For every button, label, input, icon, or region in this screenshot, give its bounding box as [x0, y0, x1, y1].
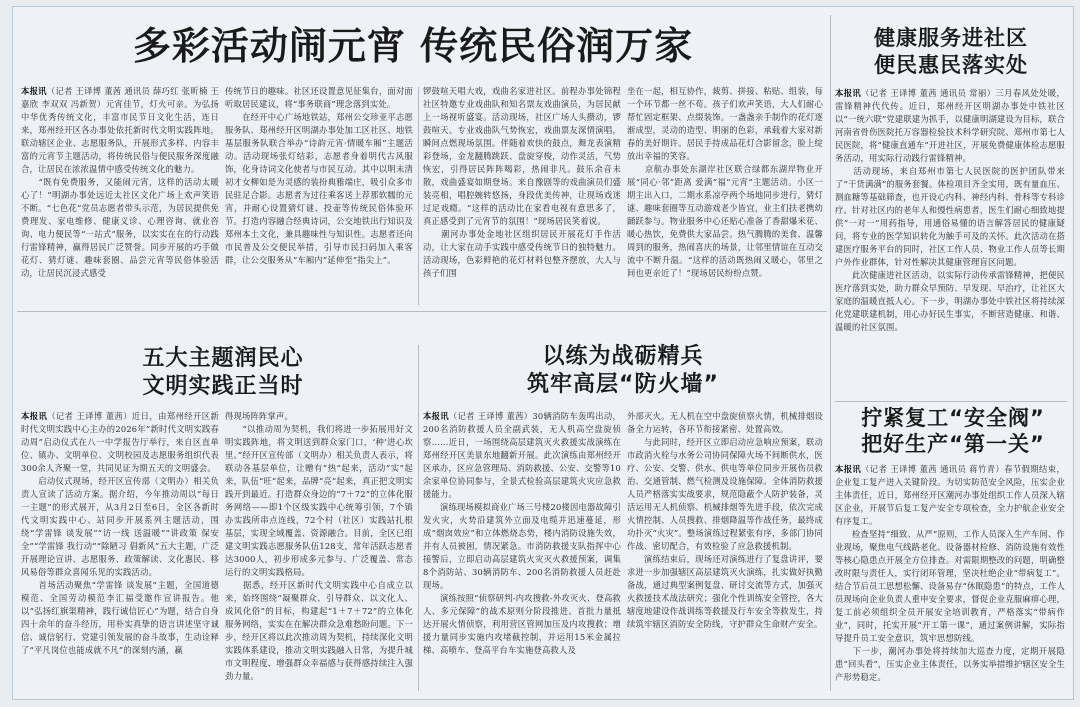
- article-1-col-3: 锣鼓喧天唱大戏，戏曲名家进社区。前程办事处锦程社区特邀专业戏曲队和知名票友戏曲演员，为居民献上一场视听盛宴。活动现场，社区广场人头攒动，锣鼓喧天。专业戏曲队气势恢宏，戏曲票友深情演唱，瞬间点燃现场氛围。伴随着欢快的鼓点，舞龙表演精彩登场，金龙翻腾跳跃、盘旋穿梭，动作灵活，气势恢宏，引得居民阵阵喝彩，热闹非凡。鼓乐余音未散，戏曲盛宴如期登场。来自豫剧等的戏曲演员们盛装亮相，唱腔婉转悠扬，身段优美传神，让现场戏迷过足戏瘾。“这样的活动比在家看电视有意思多了，真正感受到了元宵节的氛围！”现场居民笑着说。 潮河办事处金地社区组织居民开展花灯手作活动，让大家在动手实践中感受传统节日的独特魅力。活动现场，色彩鲜艳的花灯材料包整齐摆放，大人与孩子们围: [423, 86, 621, 278]
- article-4-byline: 本报讯: [423, 411, 449, 421]
- mid-center-headline-line1: 以练为战砺精兵: [542, 344, 704, 369]
- horizontal-divider-middle: [17, 311, 827, 312]
- column-divider-lower: [418, 345, 419, 691]
- right-top-headline-line1: 健康服务进社区: [874, 26, 1028, 50]
- article-1-col-1-text: （记者 王译博 董茜 通讯员 薛巧红 张昕楠 王嘉欣 李双双 冯新贺）元宵佳节，灯火可亲。为弘扬中华优秀传统文化，丰富市民节日文化生活，连日来，郑州经开区各办事处依托新时代文明实践阵地，联动辖区企业、志愿服务队，开展形式多样、内容丰富的元宵节主题活动，将传统民俗与便民服务深度融合，让居民在浓浓温情中感受传统文化的魅力。 “既有免费服务，又能闹元宵，这样的活动太暖心了！”明湖办事处远近太社区文化广场上欢声笑语不断。“七色花”党员志愿者带头示范，为居民提供免费理发、家电维修、健康义诊、心理咨询、就业咨询、电力便民等“一站式”服务，以实实在在的行动践行雷锋精神，赢得居民广泛赞誉。同步开展的巧手做花灯、猜灯谜、趣味套圈、品尝元宵等民俗体验活动，让居民沉浸式感受: [21, 86, 219, 278]
- main-headline: 多彩活动闹元宵 传统民俗润万家: [132, 24, 694, 68]
- right-bottom-headline-line1: 拧紧复工“安全阀”: [861, 406, 1045, 430]
- article-3-col-2: 得现场阵阵掌声。 “以推动周为契机，我们将进一步拓展用好文明实践阵地，将文明送到群众家门口，‘种’进心坎里。”经开区宣传部（文明办）相关负责人表示，将联动各基层单位，让赠有“热”起来，活动“实”起来，队伍“旺”起来，品牌“亮”起来，真正把文明实践开到最近。打造群众身边的“7＋72”的立体化服务网络——即1个区级实践中心统筹引领，7个镇办实践所串点连线，72个村（社区）实践站扎根基层，实现全域覆盖、资源融合。目前，全区已组建文明实践志愿服务队伍128支，常年活跃志愿者达3000人，初步形成多元参与、广泛覆盖、常态运行的文明实践格局。 据悉，经开区新时代文明实践中心自成立以来，始终围绕“凝聚群众、引导群众、以文化人、成风化俗”的目标，构建起“1＋7＋72”的立体化服务网络，实实在在解决群众急难愁盼问题。下一步，经开区将以此次推动周为契机，持续深化文明实践体系建设，推动文明实践融入日常，为提升城市文明程度、增强群众幸福感与获得感持续注入强劲力量。: [225, 411, 413, 681]
- article-2-body: [835, 87, 1065, 399]
- horizontal-divider-right: [835, 401, 1067, 402]
- article-4-col-1-text: （记者 王译博 董茜）30辆消防车轰鸣出动，200名消防救援人员全副武装，无人机高空盘旋侦察……近日，一场围绕高层建筑灭火救援实战演练在郑州经开区美景东地翻新开展。此次演练由郑州经开区承办，区应急管理局、消防救援、公安、交警等10余家单位协同参与，全景式检验高层建筑火灾应急救援能力。 演练现场模拟商业广场三号楼20楼因电器故障引发火灾，火势沿建筑外立面及电缆井迅速蔓延，形成“烟囱效应”和立体燃烧态势，楼内消防设施失效，并有人员被困，情况紧急。市消防救援支队指挥中心接警后，立即启动高层建筑火灾灭火救援预案，调集8个消防站、30辆消防车、200名消防救援人员赶赴现场。 演练按照“侦察研判-内攻搜救-外攻灭火、登高救人、多元保障”的战术原则分阶段推进。首批力量抵达开展火情侦察，利用营区管网加压及内攻搜救；增援力量同步实施内攻堵截控制，并运用15米金属拉梯、高喷车、登高平台车实施登高救人及: [423, 411, 621, 655]
- article-3-byline: 本报讯: [21, 411, 48, 421]
- section-divider-right: [830, 15, 831, 691]
- mid-center-headline-line2: 筑牢高层“防火墙”: [527, 372, 719, 397]
- article-4-col-2: 外部灭火。无人机在空中盘旋侦察火情，机械排烟设备全力运转，各环节衔接紧密、处置高效。 与此同时，经开区立即启动应急响应预案，联动市政消火栓与水务公司协同保障火场不间断供水，医疗、公安、交警、供水、供电等单位同步开展伤员救治、交通管制、燃气检测及设施保障。全体消防救援人员严格落实实战要求，规范隐蔽个人防护装备，灵活运用无人机侦察、机械排烟等先进手段，依次完成火情控制、人员搜救、排烟降温等作战任务，最终成功扑灭“火灾”。整场演练过程紧张有序，多部门协同作战、密切配合，有效检验了应急救援机制。 演练结束后，现场还对演练进行了复盘讲评，要求进一步加强辖区高层建筑灭火演练，扎实做好执勤备战，通过典型案例复盘、研讨交流等方式，加强灭火救援技术战法研究；强化个性训练安全管控，各大辖度地建设作战训练等救援及行车安全等救发生，持续筑牢辖区消防安全防线，守护群众生命财产安全。: [627, 411, 823, 629]
- right-top-headline-line2: 便民惠民落实处: [874, 53, 1028, 77]
- article-3-col-1-text: （记者 王译博 董茜）近日，由郑州经开区新时代文明实践中心主办的2026年“新时代文明实践春动周”启动仪式在八一中学报告厅举行，来自区直单位、镇办、文明单位、文明校园及志愿服务组织代表300余人齐聚一堂，共同见证为期五天的文明盛会。 启动仪式现场，经开区宣传部（文明办）相关负责人宣读了活动方案。据介绍，今年推动周以“每日一主题”的形式展开，从3月2日至6日，全区各新时代文明实践中心、站同步开展系列主题活动，围绕“学雷锋 谈发展”“访一线 送温暖”“讲政策 保安全”“学雷锋 我行动”“除陋习 倡新风”五大主题，广泛开展理论宣讲、志愿服务、政策解读、文化惠民、移风易俗等群众喜闻乐见的实践活动。 首场活动聚焦“学雷锋 谈发展”主题，全国道德模范、全国劳动模范李汇福受邀作宣讲报告。他以“弘扬红旗渠精神，践行诚信匠心”为题，结合自身四十余年的奋斗经历，用朴实真挚的语言讲述坚守诚信、诚信躬行、党建引领发展的奋斗故事，生动诠释了“平凡岗位也能成就不凡”的深刻内涵，赢: [21, 411, 219, 655]
- right-bottom-headline-line2: 把好生产“第一关”: [861, 432, 1045, 456]
- newspaper-page: [12, 6, 1074, 700]
- article-4-col-1: [423, 410, 621, 692]
- article-1-col-4: 坐在一起，相互协作，裁剪、拼接、粘贴、组装，每一个环节都一丝不苟。孩子们欢声笑语，大人们耐心帮忙固定框架、点缀装饰。一盏盏亲手制作的花灯逐渐成型，灵动的造型、明丽的色彩，承载着大家对新春的美好期许。居民手持成品花灯合影留念，脸上绽放出幸福的笑容。 京航办事处东湖岸社区联合绿都东湖岸物业开展“同心·邻”距离 爱满“福”元宵”主题活动。小区一期主出入口，二期水系凉亭两个场地同步进行，猜灯谜、趣味套圈等互动游戏老少皆宜，业主们扶老携幼踊跃参与。物业服务中心还贴心准备了香甜爆米花、暖心热饮，免费供大家品尝。热气腾腾的美食、温馨周到的服务，热闹喜庆的场景，让邻里情谊在互动交流中不断升温。“这样的活动既热闹又暖心，邻里之间也更亲近了！”现场居民纷纷点赞。: [627, 86, 823, 278]
- article-5-byline: 本报讯: [835, 464, 862, 474]
- article-1-col-2: 传统节日的趣味。社区还设置意见征集台，面对面听取居民建议，将“事务联商”理念落到实处。 在经开中心广场地铁站，郑州公交珍亚平志愿服务队、郑州经开区明湖办事处加工区社区、地铁基层服务队联合举办“诗韵元宵·情暖车厢”主题活动。活动现场张灯结彩，志愿者身着明代古风服饰，化身诗词文化使者与市民互动。其中以明末清初才女柳如是为灵感的装扮典雅端庄，吸引众多市民驻足合影。志愿者为过往乘客送上荐那软糯的元宵，并耐心设置猜灯谜、投壶等传统民俗体验环节。打造内容融合经典诗词，公交地铁出行知识及郑州本土文化，兼具趣味性与知识性。志愿者还向市民普及公交便民举措，引导市民扫码加入乘客群，让公交服务从“车厢内”延伸至“指尖上”。: [225, 86, 413, 265]
- article-1-byline: 本报讯: [21, 86, 47, 96]
- column-divider: [418, 87, 419, 305]
- article-2-byline: 本报讯: [835, 88, 862, 98]
- article-5-body: [835, 463, 1065, 693]
- mid-left-headline-line1: 五大主题润民心: [142, 346, 304, 371]
- article-1-col-1: [21, 85, 219, 307]
- article-2-text: （记者 王译博 董茜 通讯员 常丽）三月春风处处暖，雷锋精神代代传。近日，郑州经开区明湖办事处中铁社区以“一统六联”党建联建为抓手，以健康明湖建设为目标，联合河南省骨伤医院托万容器检验技术科学研究院、郑州市第七人民医院，将“健康直通车”开进社区，开展免费健康体检志愿服务活动，用实际行动践行雷锋精神。 活动现场，来自郑州市第七人民医院的医护团队带来了“干货满满”的服务套餐。体检项目齐全实用，既有量血压、测血糖等基础筛查，也开设心内科、神经内科、骨科等专科诊疗。针对社区内的老年人和慢性病患者，医生们耐心细致地提供“一对一”用药指导，用通俗易懂的语言解答居民的健康疑问，将专业的医学知识转化为触手可及的关怀。此次活动在搭建医疗服务平台的同时，社区工作人员、物业工作人员等长期户外作业群体，针对性解决其健康管理盲区问题。 此次健康进社区活动，以实际行动传承雷锋精神，把便民医疗落到实处，助力群众早预防、早发现、早治疗，让社区大家庭的温暖直抵人心。下一步，明湖办事处中铁社区将持续深化党建联建机制，用心办好民生事实，不断营造健康、和谐、温暖的社区氛围。: [835, 88, 1065, 332]
- article-3-col-1: [21, 410, 219, 692]
- mid-left-headline-line2: 文明实践正当时: [142, 374, 304, 399]
- article-5-text: （记者 王译博 董茜 通讯员 蒋竹青）春节假期结束，企业复工复产进入关键阶段。为切实防范安全风险，压实企业主体责任，近日，郑州经开区潮河办事处组织工作人员深入辖区企业，开展节后复工复产安全专项检查，全力护航企业安全有序复工。 检查坚持“细致、从严”原则，工作人员深入生产车间、作业现场，聚焦电气线路老化、设备器材检修、消防设施有效性等核心隐患点开展全方位排查。对需限期整改的问题，明确整改时限与责任人，实行闭环管理，坚决杜绝企业“带病复工”。结合节后员工思想松懈、设备易存“休眠隐患”的特点，工作人员现场向企业负责人重申安全要求，督促企业克服麻痹心理，复工前必须组织全员开展安全培训教育，严格落实“带病作业”，同时，托实开展“开工第一课”，通过案例讲解，实际指导提升员工安全意识，筑牢思想防线。 下一步，潮河办事处将持续加大巡查力度，定期开展隐患“回头看”，压实企业主体责任，以务实举措维护辖区安全生产形势稳定。: [835, 464, 1065, 682]
